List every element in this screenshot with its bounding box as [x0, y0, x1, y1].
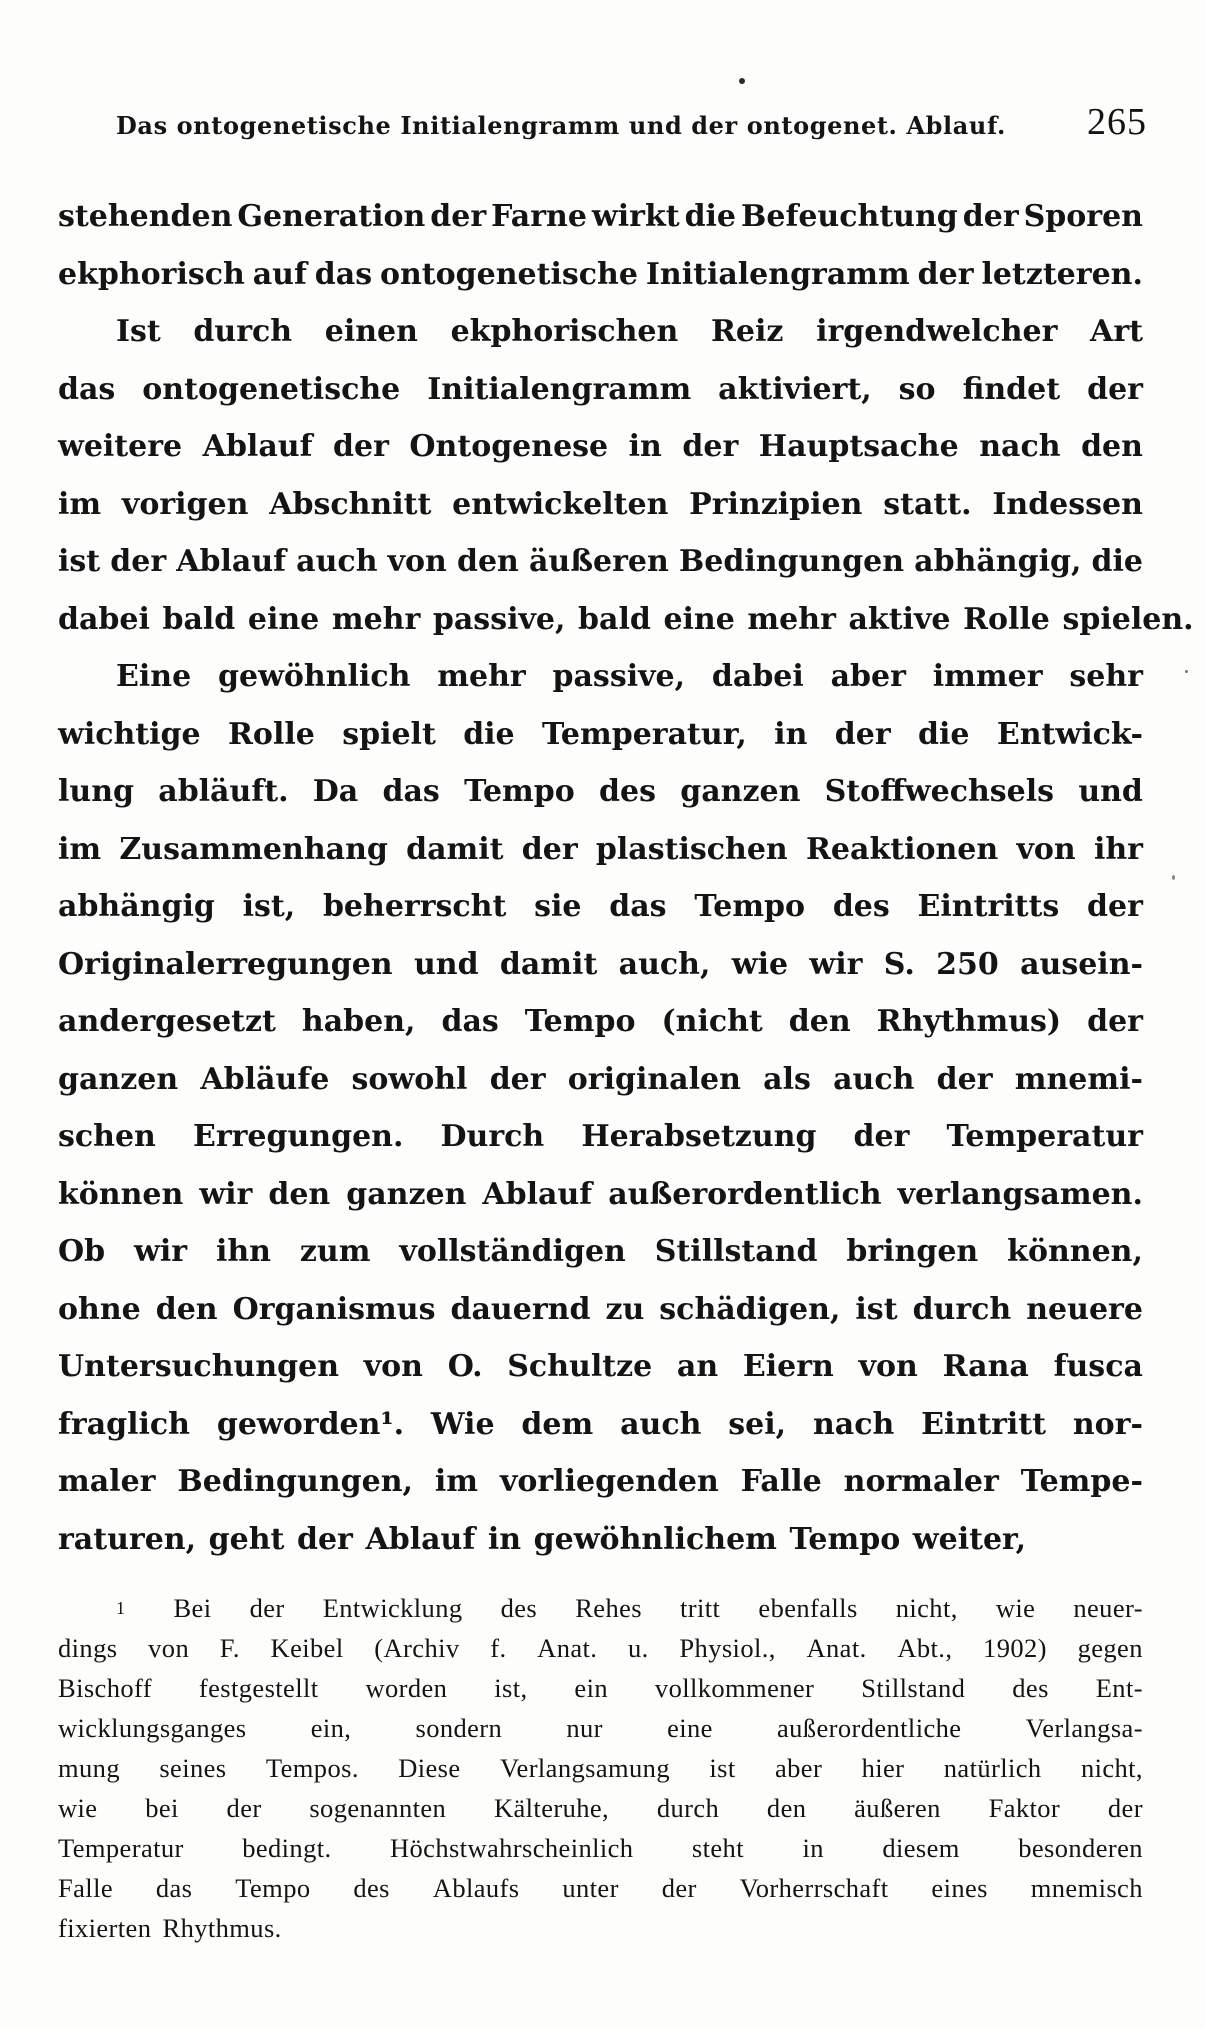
footnote-line: Falle das Tempo des Ablaufs unter der Vorherrschaft eines mnemisch — [58, 1873, 1143, 1903]
text-line: können wir den ganzen Ablauf außerordentlich verlangsamen. — [58, 1176, 1143, 1212]
footnote-line: mung seines Tempos. Diese Verlangsamung ist aber hier natürlich nicht, — [58, 1753, 1143, 1783]
text-line: Ob wir ihn zum vollständigen Stillstand bringen können, — [58, 1234, 1143, 1269]
text-line: ekphorisch auf das ontogenetische Initialengramm der letzteren. — [58, 256, 1143, 292]
text-line: maler Bedingungen, im vorliegenden Falle normaler Tempe- — [58, 1464, 1143, 1499]
text-line: Ist durch einen ekphorischen Reiz irgendwelcher Art — [116, 314, 1143, 349]
footnote — [58, 1588, 1143, 1948]
footnote-line: wicklungsganges ein, sondern nur eine außerordentliche Verlangsa- — [58, 1713, 1143, 1743]
text-line: Originalerregungen und damit auch, wie wir S. 250 ausein- — [58, 946, 1143, 982]
footnote-line: Bischoff festgestellt worden ist, ein vollkommener Stillstand des Ent- — [58, 1673, 1143, 1703]
text-line: stehenden Generation der Farne wirkt die Befeuchtung der Sporen — [58, 199, 1143, 234]
footnote-line: fixierten Rhythmus. — [58, 1913, 282, 1943]
text-line: im Zusammenhang damit der plastischen Reaktionen von ihr — [58, 831, 1143, 867]
text-line: ohne den Organismus dauernd zu schädigen, ist durch neuere — [58, 1291, 1143, 1327]
running-head — [116, 100, 1147, 150]
print-speck — [1185, 670, 1188, 673]
running-title: Das ontogenetische Initialengramm und der ontogenet. Ablauf. — [116, 111, 1007, 140]
page-number: 265 — [1087, 101, 1147, 143]
body-text — [58, 188, 1194, 1568]
text-line: weitere Ablauf der Ontogenese in der Hauptsache nach den — [58, 429, 1143, 464]
text-line: andergesetzt haben, das Tempo (nicht den Rhythmus) der — [58, 1004, 1143, 1039]
text-line: ist der Ablauf auch von den äußeren Bedingungen abhängig, die — [58, 544, 1143, 579]
text-line: schen Erregungen. Durch Herabsetzung der Temperatur — [58, 1119, 1143, 1154]
footnote-line: wie bei der sogenannten Kälteruhe, durch den äußeren Faktor der — [58, 1793, 1143, 1823]
footnote-line: Temperatur bedingt. Höchstwahrscheinlich steht in diesem besonderen — [58, 1833, 1143, 1863]
text-line: dabei bald eine mehr passive, bald eine mehr aktive Rolle spielen. — [58, 601, 1194, 637]
text-line: raturen, geht der Ablauf in gewöhnlichem Tempo weiter, — [58, 1521, 1027, 1557]
text-line: Untersuchungen von O. Schultze an Eiern von Rana fusca — [58, 1349, 1143, 1384]
text-line: abhängig ist, beherrscht sie das Tempo des Eintritts der — [58, 889, 1143, 924]
text-line: lung abläuft. Da das Tempo des ganzen Stoffwechsels und — [58, 774, 1143, 809]
text-line: ganzen Abläufe sowohl der originalen als auch der mnemi- — [58, 1061, 1143, 1097]
footnote-marker: 1 — [116, 1598, 126, 1618]
print-speck — [1172, 875, 1175, 880]
footnote-line: 1 Bei der Entwicklung des Rehes tritt ebenfalls nicht, wie neuer- — [58, 1588, 1143, 1628]
text-line: Eine gewöhnlich mehr passive, dabei aber immer sehr — [116, 659, 1143, 694]
print-speck — [739, 78, 745, 84]
footnote-line: dings von F. Keibel (Archiv f. Anat. u. Physiol., Anat. Abt., 1902) gegen — [58, 1633, 1143, 1663]
text-line: wichtige Rolle spielt die Temperatur, in der die Entwick- — [58, 716, 1143, 752]
text-line: fraglich geworden¹. Wie dem auch sei, nach Eintritt nor- — [58, 1406, 1143, 1442]
text-line: im vorigen Abschnitt entwickelten Prinzipien statt. Indessen — [58, 486, 1143, 522]
text-line: das ontogenetische Initialengramm aktiviert, so findet der — [58, 371, 1143, 407]
